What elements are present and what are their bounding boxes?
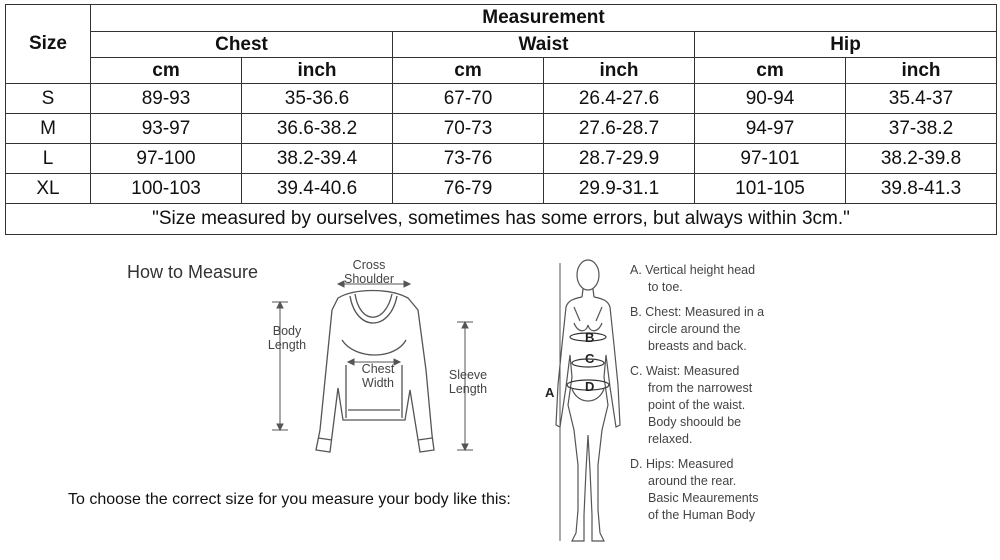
unit-header: inch [242, 58, 393, 84]
size-cell: S [6, 84, 91, 114]
cross-shoulder-label: Cross Shoulder [344, 258, 395, 286]
table-row [6, 144, 997, 174]
measurement-header: Measurement [91, 5, 997, 32]
unit-header: cm [393, 58, 544, 84]
figure-letter-b: B [585, 330, 595, 345]
chest-header: Chest [91, 32, 393, 58]
measurement-legend [630, 262, 810, 532]
hip-header: Hip [695, 32, 997, 58]
sleeve-length-label: Sleeve Length [448, 368, 488, 396]
table-cell: 89-93 [91, 84, 242, 114]
figure-letter-d: D [585, 379, 595, 394]
legend-item-a: A. Vertical height head to toe. [630, 263, 756, 294]
legend-item-d: D. Hips: Measured around the rear. Basic Meaurements of the Human Body [630, 457, 759, 522]
table-cell: 36.6-38.2 [242, 114, 393, 144]
figure-letter-a: A [545, 385, 555, 400]
table-note: "Size measured by ourselves, sometimes has some errors, but always within 3cm." [6, 204, 997, 235]
figure-letter-c: C [585, 351, 595, 366]
table-cell: 101-105 [695, 174, 846, 204]
table-cell: 97-101 [695, 144, 846, 174]
table-cell: 35.4-37 [846, 84, 997, 114]
size-cell: XL [6, 174, 91, 204]
table-row [6, 84, 997, 114]
size-cell: M [6, 114, 91, 144]
table-cell: 90-94 [695, 84, 846, 114]
table-cell: 27.6-28.7 [544, 114, 695, 144]
how-to-measure-title: How to Measure [127, 262, 259, 282]
table-cell: 39.4-40.6 [242, 174, 393, 204]
table-cell: 76-79 [393, 174, 544, 204]
table-cell: 28.7-29.9 [544, 144, 695, 174]
waist-header: Waist [393, 32, 695, 58]
table-cell: 35-36.6 [242, 84, 393, 114]
legend-item-c: C. Waist: Measured from the narrowest point of the waist. Body shoould be relaxed. [630, 364, 753, 446]
size-chart-table [5, 4, 997, 235]
table-cell: 26.4-27.6 [544, 84, 695, 114]
table-cell: 29.9-31.1 [544, 174, 695, 204]
table-row [6, 174, 997, 204]
unit-header: cm [91, 58, 242, 84]
table-row [6, 114, 997, 144]
unit-header: cm [695, 58, 846, 84]
table-cell: 97-100 [91, 144, 242, 174]
unit-header: inch [544, 58, 695, 84]
body-figure-illustration [540, 255, 630, 555]
choose-size-instruction: To choose the correct size for you measure your body like this: [68, 491, 511, 508]
table-cell: 38.2-39.4 [242, 144, 393, 174]
table-cell: 94-97 [695, 114, 846, 144]
table-cell: 38.2-39.8 [846, 144, 997, 174]
table-cell: 93-97 [91, 114, 242, 144]
size-header: Size [6, 5, 91, 84]
table-cell: 100-103 [91, 174, 242, 204]
table-cell: 67-70 [393, 84, 544, 114]
table-cell: 73-76 [393, 144, 544, 174]
table-cell: 70-73 [393, 114, 544, 144]
chest-width-label: Chest Width [361, 362, 395, 390]
legend-item-b: B. Chest: Measured in a circle around the breasts and back. [630, 305, 765, 353]
unit-header: inch [846, 58, 997, 84]
table-cell: 37-38.2 [846, 114, 997, 144]
size-cell: L [6, 144, 91, 174]
body-length-label: Body Length [267, 324, 307, 352]
table-cell: 39.8-41.3 [846, 174, 997, 204]
